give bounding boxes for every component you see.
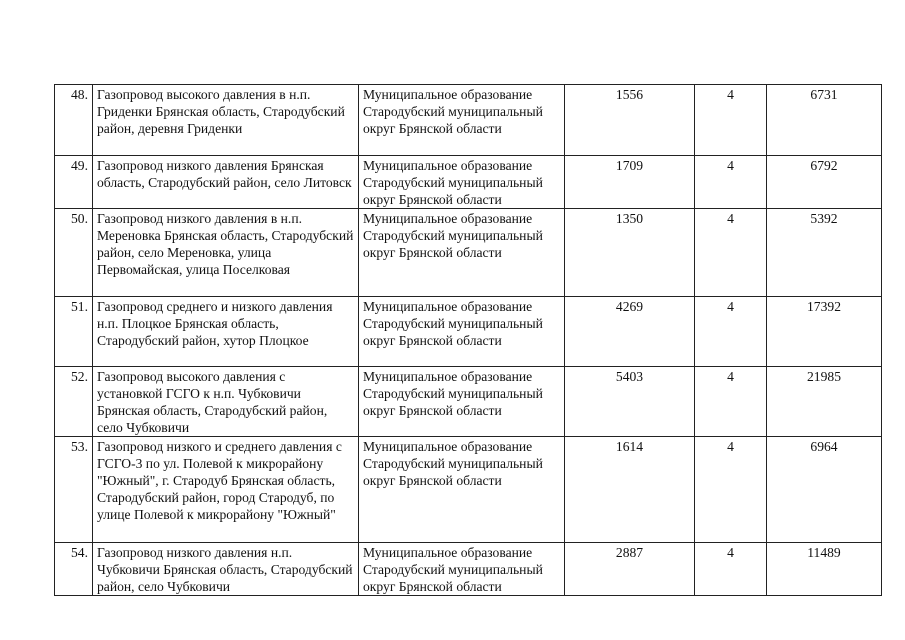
- length-value: 4269: [565, 297, 695, 367]
- length-value: 1350: [565, 209, 695, 297]
- amount-value: 17392: [767, 297, 882, 367]
- amount-value: 6792: [767, 156, 882, 209]
- category-value: 4: [695, 543, 767, 596]
- table-row: [55, 209, 882, 297]
- owner-name: Муниципальное образование Стародубский муниципальный округ Брянской области: [359, 297, 565, 367]
- amount-value: 5392: [767, 209, 882, 297]
- object-name: Газопровод высокого давления с установкой ГСГО к н.п. Чубковичи Брянская область, Стародубский район, село Чубковичи: [93, 367, 359, 437]
- owner-name: Муниципальное образование Стародубский муниципальный округ Брянской области: [359, 367, 565, 437]
- category-value: 4: [695, 297, 767, 367]
- row-number: 52.: [55, 367, 93, 437]
- amount-value: 6964: [767, 437, 882, 543]
- table-row: [55, 85, 882, 156]
- amount-value: 6731: [767, 85, 882, 156]
- owner-name: Муниципальное образование Стародубский муниципальный округ Брянской области: [359, 85, 565, 156]
- row-number: 53.: [55, 437, 93, 543]
- pipeline-registry-table: [54, 84, 882, 596]
- table-row: [55, 437, 882, 543]
- length-value: 1614: [565, 437, 695, 543]
- owner-name: Муниципальное образование Стародубский муниципальный округ Брянской области: [359, 437, 565, 543]
- object-name: Газопровод низкого давления н.п. Чубковичи Брянская область, Стародубский район, село Чубковичи: [93, 543, 359, 596]
- row-number: 49.: [55, 156, 93, 209]
- category-value: 4: [695, 437, 767, 543]
- category-value: 4: [695, 156, 767, 209]
- object-name: Газопровод низкого давления Брянская область, Стародубский район, село Литовск: [93, 156, 359, 209]
- row-number: 50.: [55, 209, 93, 297]
- table-row: [55, 543, 882, 596]
- object-name: Газопровод среднего и низкого давления н.п. Плоцкое Брянская область, Стародубский район, хутор Плоцкое: [93, 297, 359, 367]
- amount-value: 11489: [767, 543, 882, 596]
- category-value: 4: [695, 85, 767, 156]
- category-value: 4: [695, 367, 767, 437]
- table-row: [55, 297, 882, 367]
- owner-name: Муниципальное образование Стародубский муниципальный округ Брянской области: [359, 209, 565, 297]
- length-value: 2887: [565, 543, 695, 596]
- object-name: Газопровод высокого давления в н.п. Гриденки Брянская область, Стародубский район, деревня Гриденки: [93, 85, 359, 156]
- length-value: 1709: [565, 156, 695, 209]
- owner-name: Муниципальное образование Стародубский муниципальный округ Брянской области: [359, 543, 565, 596]
- length-value: 5403: [565, 367, 695, 437]
- category-value: 4: [695, 209, 767, 297]
- owner-name: Муниципальное образование Стародубский муниципальный округ Брянской области: [359, 156, 565, 209]
- length-value: 1556: [565, 85, 695, 156]
- row-number: 54.: [55, 543, 93, 596]
- amount-value: 21985: [767, 367, 882, 437]
- table-row: [55, 156, 882, 209]
- object-name: Газопровод низкого давления в н.п. Мереновка Брянская область, Стародубский район, село Мереновка, улица Первомайская, улица Поселковая: [93, 209, 359, 297]
- row-number: 51.: [55, 297, 93, 367]
- object-name: Газопровод низкого и среднего давления с ГСГО-3 по ул. Полевой к микрорайону "Южный", г. Стародуб Брянская область, Стародубский район, город Стародуб, по улице Полевой к микрорайону "Южный": [93, 437, 359, 543]
- table-row: [55, 367, 882, 437]
- row-number: 48.: [55, 85, 93, 156]
